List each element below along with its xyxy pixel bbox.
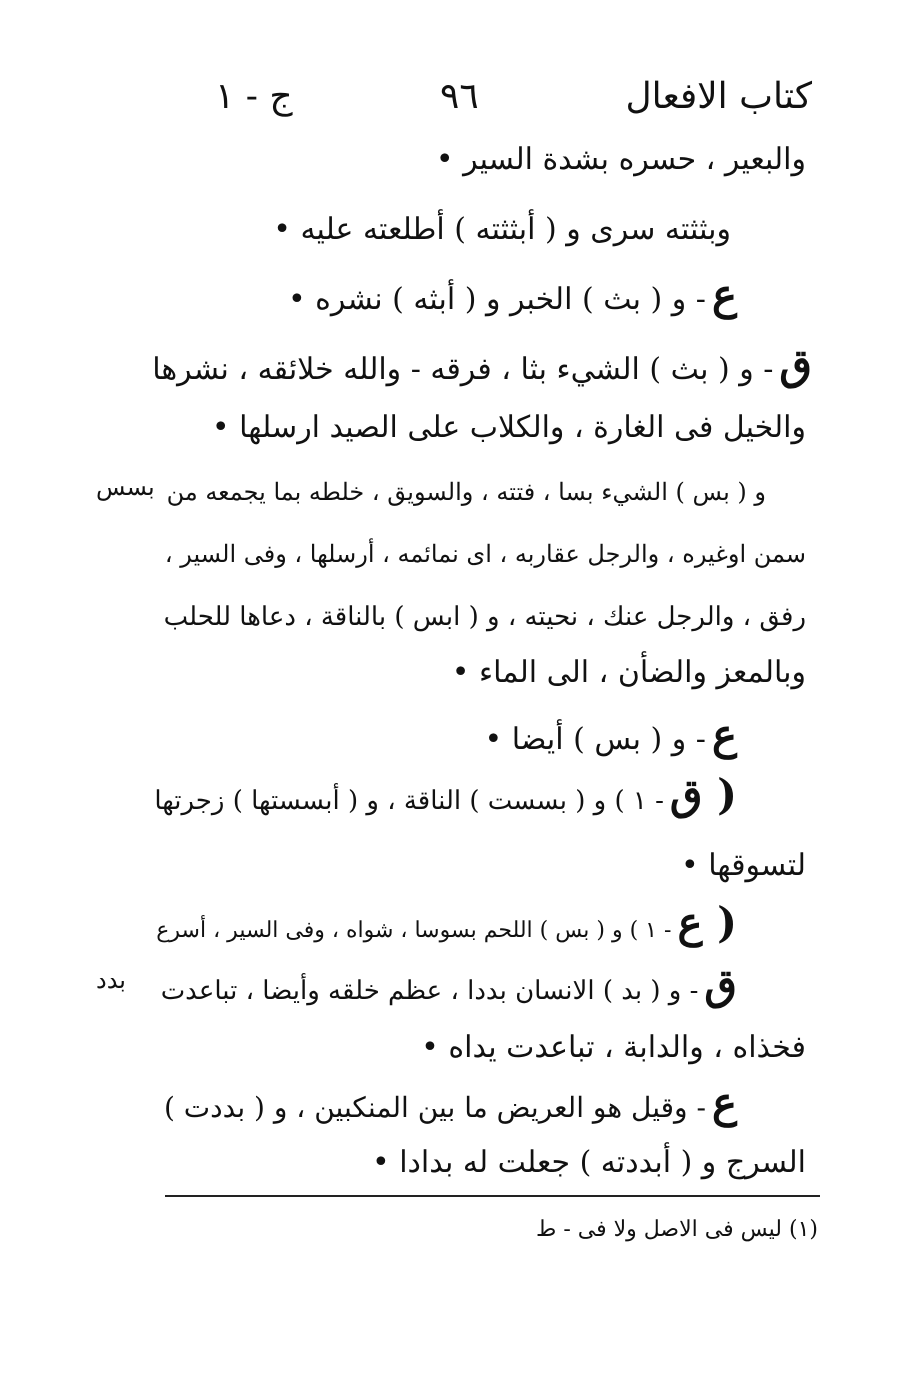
- margin-root-note: بدد: [96, 966, 126, 994]
- text-line: والخيل فى الغارة ، والكلاب على الصيد ارسلها •: [211, 410, 806, 445]
- volume-label: ج - ١: [215, 76, 293, 117]
- text-line: و ( بس ) الشيء بسا ، فتته ، والسويق ، خلطه بما يجمعه من: [166, 478, 766, 506]
- page-number: ٩٦: [440, 76, 479, 117]
- text-line: سمن اوغيره ، والرجل عقاربه ، اى نمائمه ، أرسلها ، وفى السير ،: [164, 540, 806, 568]
- text-line: ع- و ( بث ) الخبر و ( أبثه ) نشره •: [287, 270, 737, 319]
- text-line: ( ق- ١ ) و ( بسست ) الناقة ، و ( أبسستها ) زجرتها: [154, 770, 737, 819]
- text-line: وبثثته سرى و ( أبثثته ) أطلعته عليه •: [273, 212, 731, 247]
- text-line: فخذاه ، والدابة ، تباعدت يداه •: [421, 1030, 806, 1065]
- margin-root-note: بسس: [96, 473, 155, 501]
- footnote: (١) ليس فى الاصل ولا فى - ط: [535, 1217, 818, 1242]
- footnote-rule: [165, 1195, 820, 1197]
- text-line: ( ع- ١ ) و ( بس ) اللحم بسوسا ، شواه ، وفى السير ، أسرع: [156, 898, 737, 947]
- text-line: ع- وقيل هو العريض ما بين المنكبين ، و ( بددت ): [163, 1078, 737, 1127]
- text-line: ع- و ( بس ) أيضا •: [484, 710, 737, 759]
- text-line: ق- و ( بث ) الشيء بثا ، فرقه - والله خلائقه ، نشرها: [152, 340, 812, 389]
- text-line: السرج و ( أبددته ) جعلت له بدادا •: [371, 1145, 806, 1180]
- running-title: كتاب الافعال: [625, 76, 812, 117]
- text-line: لتسوقها •: [681, 848, 806, 883]
- text-line: ق- و ( بد ) الانسان بددا ، عظم خلقه وأيضا ، تباعدت: [160, 960, 737, 1009]
- text-line: رفق ، والرجل عنك ، نحيته ، و ( ابس ) بالناقة ، دعاها للحلب: [163, 602, 806, 632]
- text-line: والبعير ، حسره بشدة السير •: [435, 142, 806, 177]
- text-line: وبالمعز والضأن ، الى الماء •: [451, 655, 806, 690]
